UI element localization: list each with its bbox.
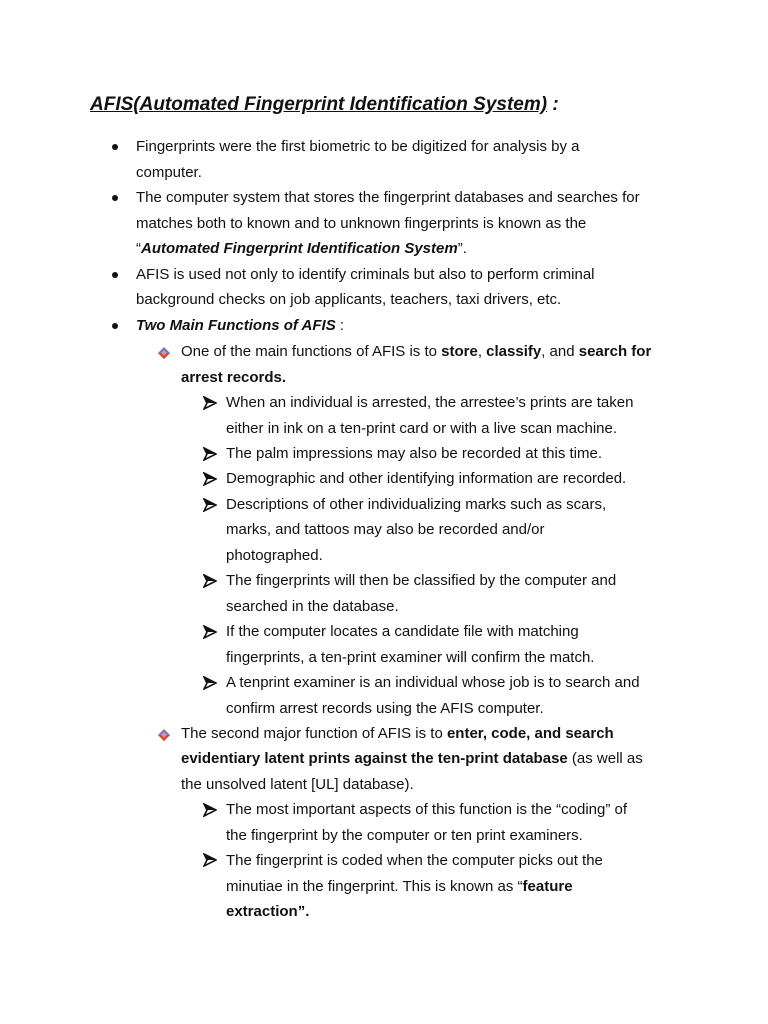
- page-title: [90, 94, 559, 116]
- item-c2-line-2: [226, 877, 573, 897]
- function-2-aside: (as well as: [567, 750, 643, 767]
- item-a1-line-2: either in ink on a ten-print card or with a live scan machine.: [226, 420, 618, 437]
- function-1-classify: classify: [486, 343, 542, 360]
- arrowhead-icon: [203, 447, 217, 461]
- quote-open: “: [136, 240, 141, 257]
- function-2-line-3: the unsolved latent [UL] database).: [181, 776, 414, 793]
- diamond-arrow-icon: [158, 729, 170, 741]
- afis-full-name: Automated Fingerprint Identification System: [141, 240, 458, 257]
- function-1-line-1: [181, 342, 651, 362]
- bullet-2-line-3: [136, 239, 467, 259]
- item-c1-line-1: The most important aspects of this function is the “coding” of: [226, 801, 628, 818]
- function-1-store: store: [441, 343, 478, 360]
- bullet-3-line-2: background checks on job applicants, teachers, taxi drivers, etc.: [136, 291, 562, 308]
- arrowhead-icon: [203, 625, 217, 639]
- item-a6-line-1: If the computer locates a candidate file with matching: [226, 623, 579, 640]
- bullet-1-line-2: computer.: [136, 164, 202, 181]
- function-1-search: search for: [578, 343, 652, 360]
- function-2-intro: The second major function of AFIS is to: [181, 725, 447, 742]
- bullet-dot-icon: [112, 144, 118, 150]
- functions-heading: Two Main Functions of AFIS: [136, 317, 336, 334]
- item-a3-line-1: Demographic and other identifying information are recorded.: [226, 470, 627, 487]
- bullet-1-line-1: Fingerprints were the first biometric to be digitized for analysis by a: [136, 138, 580, 155]
- item-a5-line-2: searched in the database.: [226, 598, 399, 615]
- item-a2-line-1: The palm impressions may also be recorded at this time.: [226, 445, 602, 462]
- arrowhead-icon: [203, 853, 217, 867]
- heading-colon: :: [335, 317, 345, 334]
- item-a6-line-2: fingerprints, a ten-print examiner will confirm the match.: [226, 649, 595, 666]
- arrowhead-icon: [203, 498, 217, 512]
- diamond-arrow-icon: [158, 347, 170, 359]
- title-suffix: :: [547, 94, 559, 115]
- function-1-intro: One of the main functions of AFIS is to: [181, 343, 442, 360]
- title-text: AFIS(Automated Fingerprint Identification System): [90, 94, 548, 115]
- item-a7-line-1: A tenprint examiner is an individual whose job is to search and: [226, 674, 640, 691]
- separator: ,: [477, 343, 487, 360]
- function-2-line-1: [181, 724, 614, 744]
- function-2-line-2: [181, 749, 643, 769]
- item-a4-line-2: marks, and tattoos may also be recorded and/or: [226, 521, 545, 538]
- arrowhead-icon: [203, 472, 217, 486]
- arrowhead-icon: [203, 803, 217, 817]
- arrowhead-icon: [203, 574, 217, 588]
- item-c2-line-3: extraction”.: [226, 903, 310, 920]
- item-a4-line-1: Descriptions of other individualizing marks such as scars,: [226, 496, 607, 513]
- bullet-dot-icon: [112, 272, 118, 278]
- function-2-actions: enter, code, and search: [446, 725, 614, 742]
- bullet-2-line-1: The computer system that stores the fingerprint databases and searches for: [136, 189, 640, 206]
- function-2-target: evidentiary latent prints against the ten-print database: [181, 750, 568, 767]
- arrowhead-icon: [203, 396, 217, 410]
- item-a5-line-1: The fingerprints will then be classified by the computer and: [226, 572, 617, 589]
- bullet-2-line-2: matches both to known and to unknown fingerprints is known as the: [136, 215, 587, 232]
- bullet-dot-icon: [112, 323, 118, 329]
- item-c1-line-2: the fingerprint by the computer or ten print examiners.: [226, 827, 583, 844]
- separator: , and: [541, 343, 579, 360]
- item-a1-line-1: When an individual is arrested, the arrestee’s prints are taken: [226, 394, 634, 411]
- item-a4-line-3: photographed.: [226, 547, 323, 564]
- bullet-dot-icon: [112, 195, 118, 201]
- item-a7-line-2: confirm arrest records using the AFIS computer.: [226, 700, 544, 717]
- bullet-4-heading: [136, 316, 344, 336]
- arrowhead-icon: [203, 676, 217, 690]
- quote-close: ”.: [457, 240, 467, 257]
- function-1-line-2: arrest records.: [181, 369, 287, 386]
- feature-term: feature: [522, 878, 573, 895]
- item-c2-text: minutiae in the fingerprint. This is known as “: [226, 878, 523, 895]
- item-c2-line-1: The fingerprint is coded when the computer picks out the: [226, 852, 603, 869]
- bullet-3-line-1: AFIS is used not only to identify criminals but also to perform criminal: [136, 266, 595, 283]
